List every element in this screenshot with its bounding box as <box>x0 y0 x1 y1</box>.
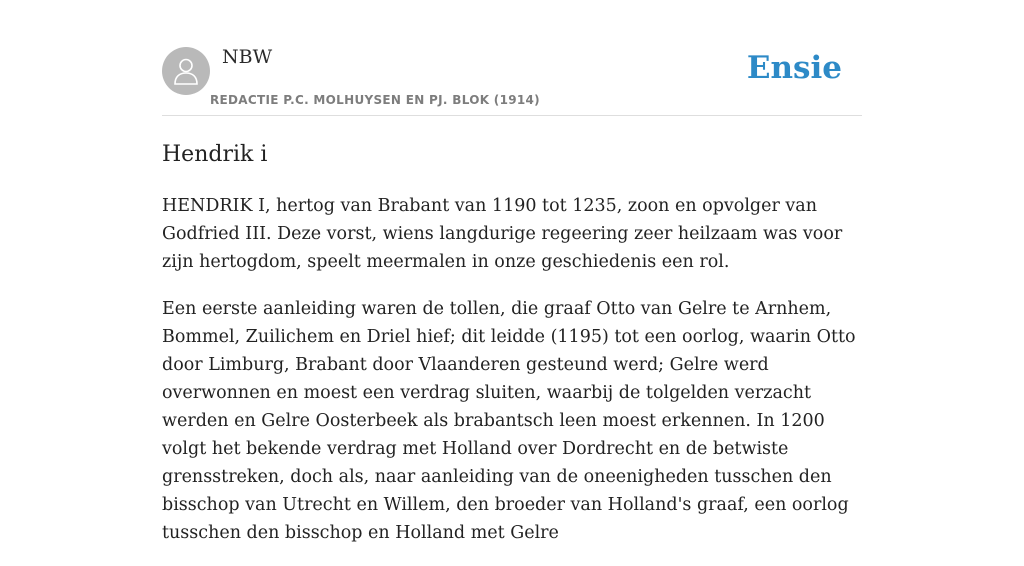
article-body <box>162 139 862 566</box>
user-icon <box>173 57 199 85</box>
avatar[interactable] <box>162 47 210 95</box>
source-credit: REDACTIE P.C. MOLHUYSEN EN PJ. BLOK (1914) <box>210 93 540 107</box>
article-paragraph: Een eerste aanleiding waren de tollen, die graaf Otto van Gelre te Arnhem, Bommel, Zuilichem en Driel hief; dit leidde (1195) tot een oorlog, waarin Otto door Limburg, Brabant door Vlaanderen gesteund werd; Gelre werd overwonnen en moest een verdrag sluiten, waarbij de tolgelden verzacht werden en Gelre Oosterbeek als brabantsch leen moest erkennen. In 1200 volgt het bekende verdrag met Holland over Dordrecht en de betwiste grensstreken, doch als, naar aanleiding van de oneenigheden tusschen den bisschop van Utrecht en Willem, den broeder van Holland's graaf, een oorlog tusschen den bisschop en Holland met Gelre <box>162 299 856 543</box>
article-title: Hendrik i <box>162 142 268 167</box>
ensie-logo[interactable]: Ensie <box>746 50 842 86</box>
author-name[interactable]: NBW <box>222 46 273 68</box>
article-header <box>162 0 862 116</box>
article-paragraph: HENDRIK I, hertog van Brabant van 1190 tot 1235, zoon en opvolger van Godfried III. Deze vorst, wiens langdurige regeering zeer heilzaam was voor zijn hertogdom, speelt meermalen in onze geschiedenis een rol. <box>162 196 843 272</box>
